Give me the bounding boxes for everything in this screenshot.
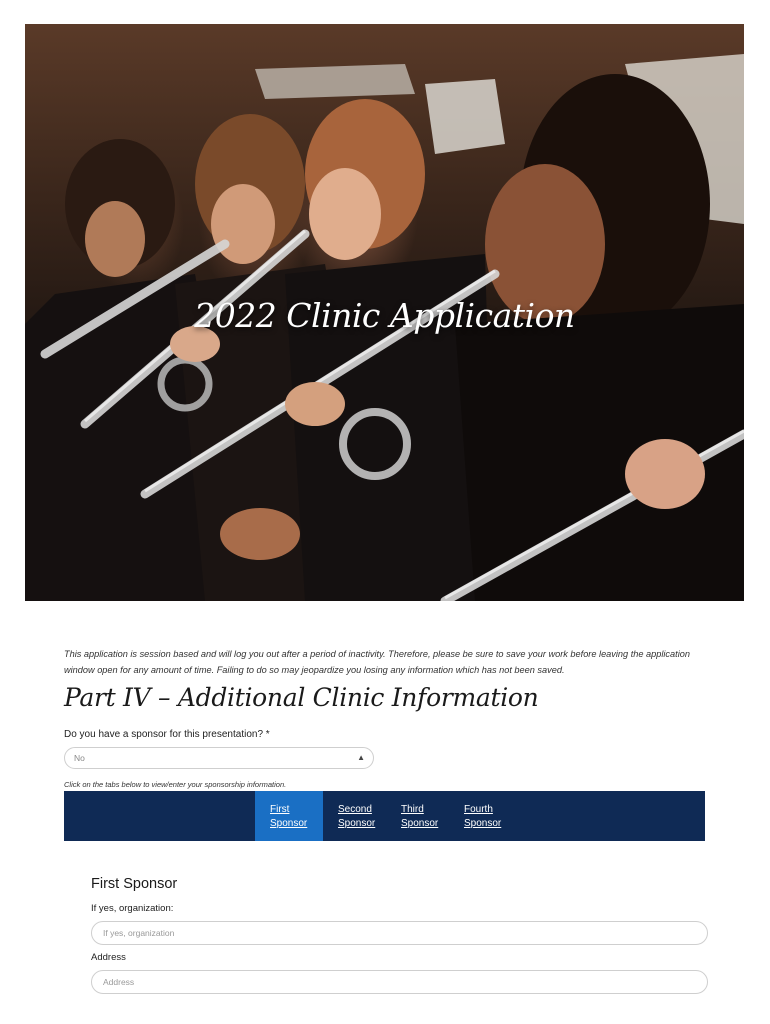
page-title: Part IV – Additional Clinic Information [64, 683, 539, 712]
hero-title: 2022 Clinic Application [194, 296, 575, 335]
tab-label-line1: Third [401, 804, 424, 815]
tab-label-line1: Second [338, 804, 372, 815]
tab-label-line1: First [270, 804, 290, 815]
select-arrows-icon: ▲ [357, 753, 365, 762]
sponsor-question-label: Do you have a sponsor for this presentation? * [64, 729, 270, 740]
tab-label-line2: Sponsor [270, 818, 308, 829]
tab-label-line2: Sponsor [401, 818, 439, 829]
tab-label-line2: Sponsor [338, 818, 376, 829]
sponsor-select[interactable] [64, 747, 374, 769]
address-input[interactable] [91, 970, 708, 994]
organization-input[interactable] [91, 921, 708, 945]
first-sponsor-heading: First Sponsor [91, 876, 178, 892]
tab-second-sponsor[interactable] [323, 791, 386, 841]
tab-fourth-sponsor[interactable] [449, 791, 512, 841]
address-label: Address [91, 952, 126, 963]
tab-first-sponsor[interactable] [255, 791, 323, 841]
tabs-hint: Click on the tabs below to view/enter your sponsorship information. [64, 780, 287, 789]
tab-label-line2: Sponsor [464, 818, 502, 829]
session-notice: This application is session based and will log you out after a period of inactivity. Therefore, please be sure to save your work before leaving the application window open for any amount of time. Failing to do so may jeopardize you losing any information which has not been saved. [64, 649, 690, 675]
tab-label-line1: Fourth [464, 804, 493, 815]
sponsor-select-value: No [74, 753, 85, 763]
organization-label: If yes, organization: [91, 903, 174, 914]
hero-banner [25, 24, 744, 601]
tab-third-sponsor[interactable] [386, 791, 449, 841]
sponsor-tabbar [64, 791, 705, 841]
